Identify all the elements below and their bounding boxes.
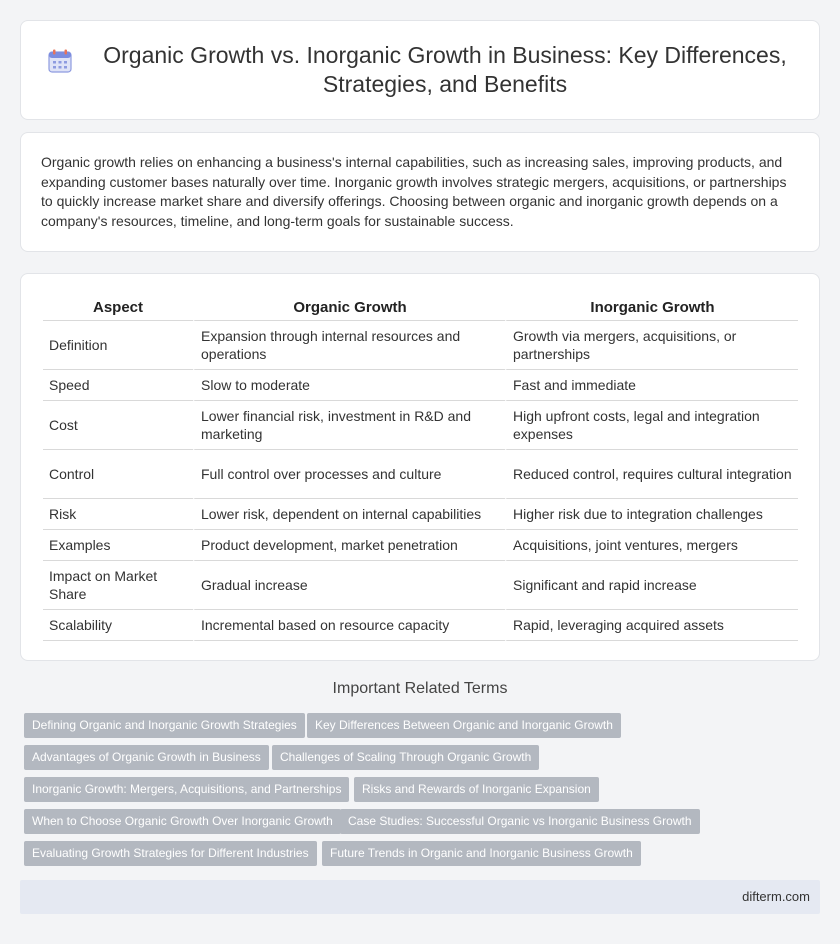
cell-inorganic: Fast and immediate xyxy=(505,370,798,401)
related-term-tag[interactable]: Risks and Rewards of Inorganic Expansion xyxy=(354,777,599,802)
table-row xyxy=(43,610,798,641)
cell-inorganic: Significant and rapid increase xyxy=(505,561,798,610)
related-term-tag[interactable]: Case Studies: Successful Organic vs Inorganic Business Growth xyxy=(340,809,700,834)
related-term-tag[interactable]: Challenges of Scaling Through Organic Growth xyxy=(272,745,539,770)
page-title: Organic Growth vs. Inorganic Growth in Business: Key Differences, Strategies, and Benefits xyxy=(103,42,787,97)
cell-aspect: Cost xyxy=(43,401,193,450)
intro-card xyxy=(20,132,820,252)
cell-aspect: Examples xyxy=(43,530,193,561)
cell-organic: Lower risk, dependent on internal capabilities xyxy=(193,499,505,530)
related-term-tag[interactable]: Defining Organic and Inorganic Growth Strategies xyxy=(24,713,305,738)
table-row xyxy=(43,561,798,610)
related-term-tag[interactable]: Key Differences Between Organic and Inorganic Growth xyxy=(307,713,621,738)
cell-inorganic: Growth via mergers, acquisitions, or partnerships xyxy=(505,321,798,370)
footer-bar xyxy=(20,880,820,914)
cell-aspect: Scalability xyxy=(43,610,193,641)
cell-organic: Full control over processes and culture xyxy=(193,450,505,499)
footer-site-link[interactable]: difterm.com xyxy=(742,889,810,904)
cell-aspect: Risk xyxy=(43,499,193,530)
header-aspect: Aspect xyxy=(43,294,193,321)
cell-inorganic: Higher risk due to integration challenges xyxy=(505,499,798,530)
table-row xyxy=(43,499,798,530)
cell-organic: Slow to moderate xyxy=(193,370,505,401)
table-header-row xyxy=(43,294,798,321)
cell-inorganic: Rapid, leveraging acquired assets xyxy=(505,610,798,641)
cell-aspect: Control xyxy=(43,450,193,499)
intro-paragraph: Organic growth relies on enhancing a business's internal capabilities, such as increasing sales, improving products, and expanding customer bases naturally over time. Inorganic growth involves strategic mergers, acquisitions, or partnerships to quickly increase market share and diversify offerings. Choosing between organic and inorganic growth depends on a company's resources, timeline, and long-term goals for sustainable success. xyxy=(41,154,787,229)
header-card xyxy=(20,20,820,120)
cell-aspect: Impact on Market Share xyxy=(43,561,193,610)
table-row xyxy=(43,530,798,561)
cell-aspect: Definition xyxy=(43,321,193,370)
header-inorganic: Inorganic Growth xyxy=(505,294,798,321)
cell-organic: Expansion through internal resources and operations xyxy=(193,321,505,370)
cell-inorganic: High upfront costs, legal and integration expenses xyxy=(505,401,798,450)
table-row xyxy=(43,321,798,370)
cell-organic: Lower financial risk, investment in R&D and marketing xyxy=(193,401,505,450)
table-row xyxy=(43,401,798,450)
cell-inorganic: Reduced control, requires cultural integration xyxy=(505,450,798,499)
cell-organic: Product development, market penetration xyxy=(193,530,505,561)
cell-inorganic: Acquisitions, joint ventures, mergers xyxy=(505,530,798,561)
table-row xyxy=(43,450,798,499)
comparison-table xyxy=(43,294,798,641)
comparison-table-card xyxy=(20,273,820,661)
related-term-tag[interactable]: Advantages of Organic Growth in Business xyxy=(24,745,269,770)
related-term-tag[interactable]: When to Choose Organic Growth Over Inorganic Growth xyxy=(24,809,341,834)
related-term-tag[interactable]: Inorganic Growth: Mergers, Acquisitions, and Partnerships xyxy=(24,777,349,802)
cell-organic: Gradual increase xyxy=(193,561,505,610)
related-term-tag[interactable]: Future Trends in Organic and Inorganic Business Growth xyxy=(322,841,641,866)
cell-organic: Incremental based on resource capacity xyxy=(193,610,505,641)
related-term-tag[interactable]: Evaluating Growth Strategies for Different Industries xyxy=(24,841,317,866)
related-terms-heading: Important Related Terms xyxy=(332,680,508,697)
cell-aspect: Speed xyxy=(43,370,193,401)
header-organic: Organic Growth xyxy=(193,294,505,321)
table-row xyxy=(43,370,798,401)
